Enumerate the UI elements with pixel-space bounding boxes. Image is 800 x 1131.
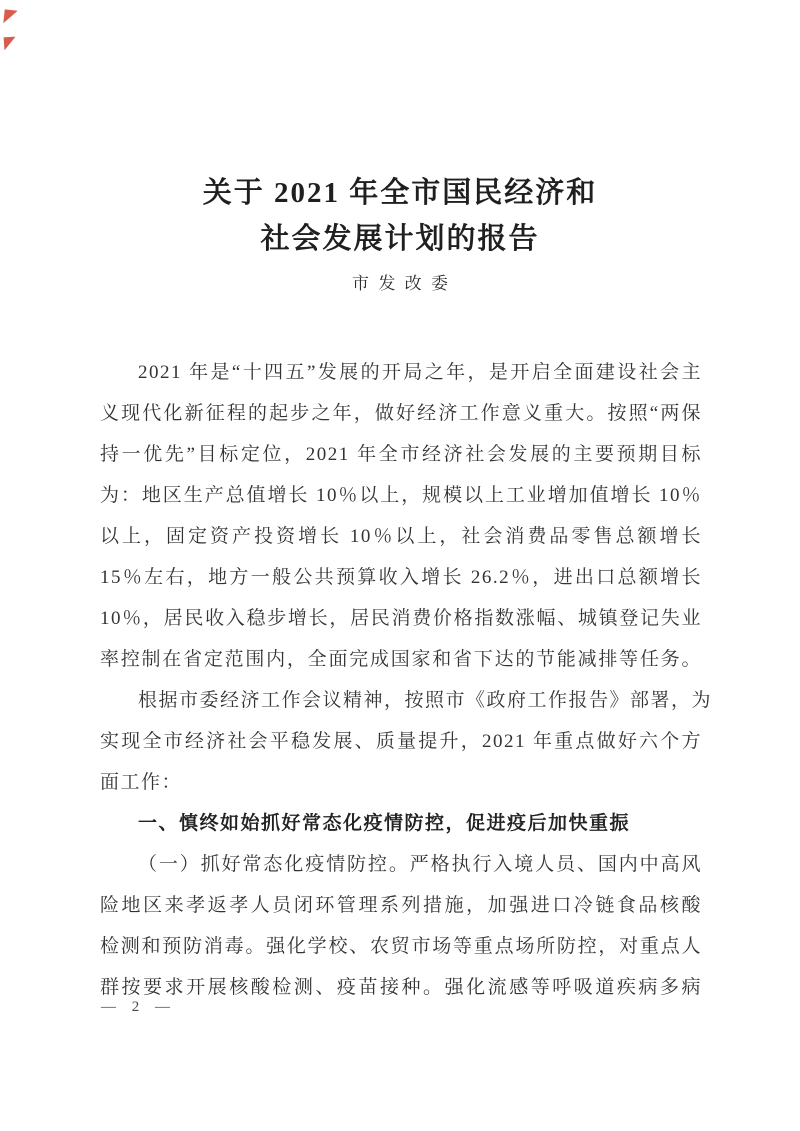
body-line: 2021 年是“十四五”发展的开局之年，是开启全面建设社会主 <box>138 362 702 383</box>
body-line: 持一优先”目标定位，2021 年全市经济社会发展的主要预期目标 <box>100 444 702 465</box>
body-line: 检测和预防消毒。强化学校、农贸市场等重点场所防控，对重点人 <box>100 936 702 957</box>
body-line: 群按要求开展核酸检测、疫苗接种。强化流感等呼吸道疾病多病 <box>100 977 702 998</box>
body-line: 为：地区生产总值增长 10％以上，规模以上工业增加值增长 10％ <box>100 485 702 506</box>
page-number: — 2 — <box>101 999 176 1015</box>
body-line: （一）抓好常态化疫情防控。严格执行入境人员、国内中高风 <box>138 854 702 875</box>
body-line: 15％左右，地方一般公共预算收入增长 26.2％，进出口总额增长 <box>100 567 702 588</box>
body-line: 率控制在省定范围内，全面完成国家和省下达的节能减排等任务。 <box>100 649 702 670</box>
body-line: 险地区来孝返孝人员闭环管理系列措施，加强进口冷链食品核酸 <box>100 895 702 916</box>
document-title <box>0 170 800 262</box>
document-author: 市发改委 <box>351 274 458 293</box>
red-corner-mark-icon <box>3 9 17 24</box>
body-line: 面工作： <box>100 772 183 793</box>
body-line: 义现代化新征程的起步之年，做好经济工作意义重大。按照“两保 <box>100 403 702 424</box>
document-title-line-1: 关于 2021 年全市国民经济和 <box>202 177 598 209</box>
body-line: 实现全市经济社会平稳发展、质量提升，2021 年重点做好六个方 <box>100 731 702 752</box>
body-line: 10％，居民收入稳步增长，居民消费价格指数涨幅、城镇登记失业 <box>100 608 702 629</box>
red-corner-mark-icon <box>4 37 17 51</box>
document-body <box>100 352 713 1008</box>
body-line: 根据市委经济工作会议精神，按照市《政府工作报告》部署，为 <box>138 690 713 711</box>
section-heading: 一、慎终如始抓好常态化疫情防控，促进疫后加快重振 <box>138 813 631 834</box>
body-line: 以上，固定资产投资增长 10％以上，社会消费品零售总额增长 <box>100 526 702 547</box>
document-title-line-2: 社会发展计划的报告 <box>260 223 540 255</box>
